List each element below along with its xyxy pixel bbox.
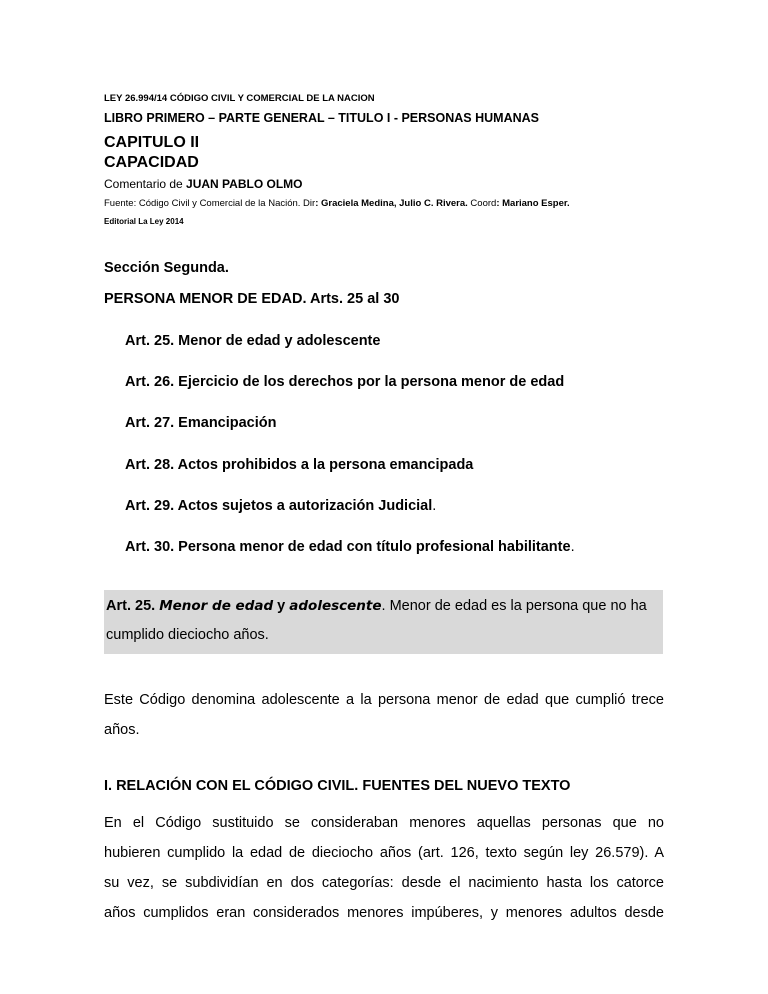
- section-title: Sección Segunda.: [104, 260, 229, 276]
- article-25-line-1: Art. 25. Menor de edad y adolescente. Menor de edad es la persona que no ha: [106, 598, 647, 614]
- law-title: LEY 26.994/14 CÓDIGO CIVIL Y COMERCIAL DE LA NACION: [104, 93, 375, 104]
- fuente-prefix: Fuente: Código Civil y Comercial de la Nación. Dir: [104, 198, 316, 209]
- paragraph-line: En el Código sustituido se consideraban menores aquellas personas que no: [104, 815, 664, 831]
- article-25-title-b: adolescente: [289, 598, 382, 614]
- comentario-author: JUAN PABLO OLMO: [186, 177, 303, 191]
- paragraph-line: hubieren cumplido la edad de dieciocho años (art. 126, texto según ley 26.579). A: [104, 845, 664, 861]
- toc-item-art-27: [125, 415, 277, 431]
- section-heading-i: I. RELACIÓN CON EL CÓDIGO CIVIL. FUENTES DEL NUEVO TEXTO: [104, 778, 571, 794]
- toc-label: Art. 29. Actos sujetos a autorización Judicial: [125, 498, 433, 514]
- paragraph-line: su vez, se subdividían en dos categorías: desde el nacimiento hasta los catorce: [104, 875, 664, 891]
- fuente-coord-label: Coord: [467, 198, 497, 209]
- article-25-title-a: Menor de edad: [159, 598, 274, 614]
- paragraph-line: años.: [104, 722, 140, 738]
- toc-label: Art. 26. Ejercicio de los derechos por la persona menor de edad: [125, 374, 565, 390]
- fuente-directors: : Graciela Medina, Julio C. Rivera.: [315, 198, 468, 209]
- paragraph-line: años cumplidos eran considerados menores impúberes, y menores adultos desde: [104, 905, 664, 921]
- capitulo-heading: CAPITULO II: [104, 134, 200, 151]
- toc-item-art-28: [125, 457, 473, 473]
- fuente-line: [104, 198, 570, 209]
- paragraph-line: Este Código denomina adolescente a la persona menor de edad que cumplió trece: [104, 692, 664, 708]
- section-subtitle: PERSONA MENOR DE EDAD. Arts. 25 al 30: [104, 291, 400, 307]
- toc-item-art-30: Art. 30. Persona menor de edad con título profesional habilitante.: [125, 539, 575, 555]
- fuente-coordinator: : Mariano Esper.: [496, 198, 570, 209]
- toc-item-art-25: [125, 333, 380, 349]
- comentario-line: [104, 177, 303, 191]
- capacidad-heading: CAPACIDAD: [104, 154, 199, 171]
- toc-item-art-26: [125, 374, 564, 390]
- toc-label: Art. 27. Emancipación: [125, 415, 277, 431]
- comentario-prefix: Comentario de: [104, 177, 187, 191]
- toc-item-art-29: Art. 29. Actos sujetos a autorización Judicial.: [125, 498, 437, 514]
- editorial-line: Editorial La Ley 2014: [104, 217, 184, 226]
- article-25-line-2: cumplido dieciocho años.: [106, 627, 269, 643]
- toc-label: Art. 30. Persona menor de edad con título profesional habilitante: [125, 539, 571, 555]
- toc-label: Art. 25. Menor de edad y adolescente: [125, 333, 381, 349]
- toc-label: Art. 28. Actos prohibidos a la persona emancipada: [125, 457, 474, 473]
- article-25-text: . Menor de edad es la persona que no ha: [381, 598, 647, 614]
- article-25-number: Art. 25.: [106, 598, 156, 614]
- libro-heading: LIBRO PRIMERO – PARTE GENERAL – TITULO I - PERSONAS HUMANAS: [104, 111, 539, 125]
